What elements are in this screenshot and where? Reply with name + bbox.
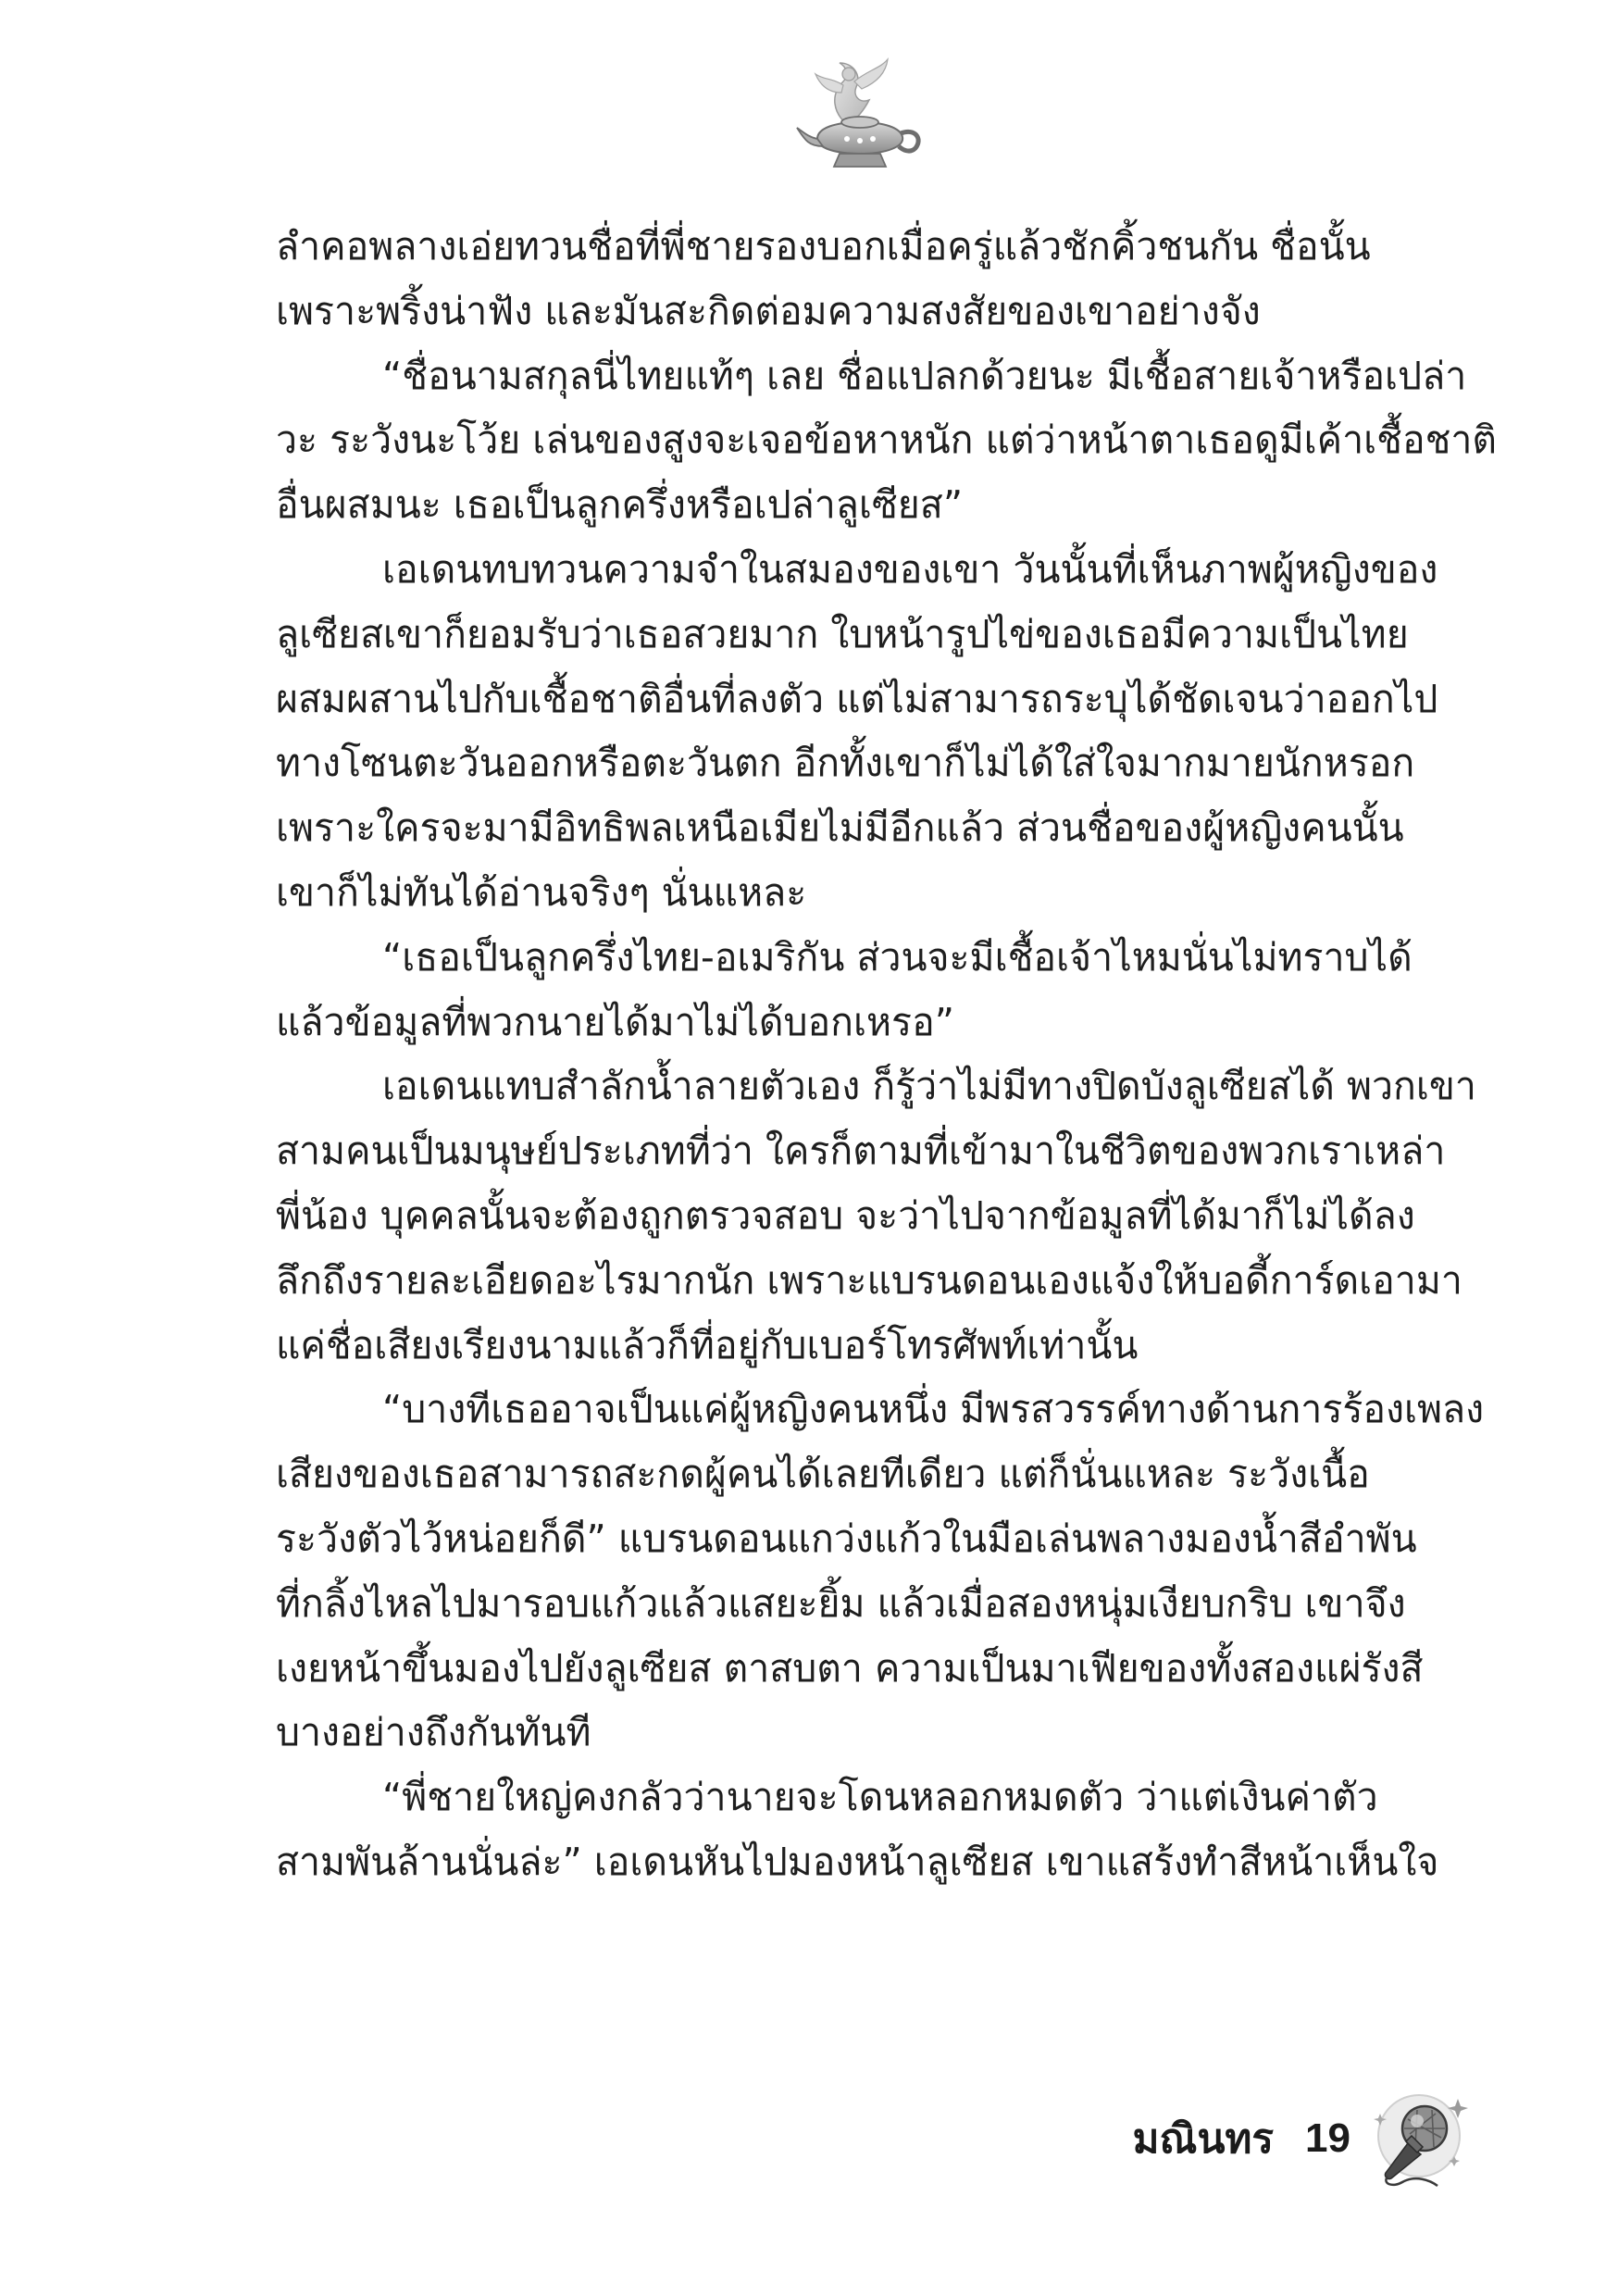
text-line: ผสมผสานไปกับเชื้อชาติอื่นที่ลงตัว แต่ไม่สามารถระบุได้ชัดเจนว่าออกไป: [276, 676, 1438, 721]
text-line: ลำคอพลางเอ่ยทวนชื่อที่พี่ชายรองบอกเมื่อครู่แล้วชักคิ้วชนกัน ชื่อนั้น: [276, 224, 1371, 268]
text-line: พี่น้อง บุคคลนั้นจะต้องถูกตรวจสอบ จะว่าไปจากข้อมูลที่ได้มาก็ไม่ได้ลง: [276, 1192, 1415, 1238]
text-line: “พี่ชายใหญ่คงกลัวว่านายจะโดนหลอกหมดตัว ว่าแต่เงินค่าตัว: [382, 1775, 1378, 1820]
author-name: มณินทร: [1132, 2115, 1275, 2163]
text-line: “เธอเป็นลูกครึ่งไทย-อเมริกัน ส่วนจะมีเชื้อเจ้าไหมนั่นไม่ทราบได้: [382, 934, 1413, 980]
text-line: เพราะใครจะมามีอิทธิพลเหนือเมียไม่มีอีกแล้ว ส่วนชื่อของผู้หญิงคนนั้น: [276, 805, 1404, 851]
text-line: ระวังตัวไว้หน่อยก็ดี” แบรนดอนแกว่งแก้วในมือเล่นพลางมองน้ำสีอำพัน: [276, 1516, 1417, 1561]
text-line: ลึกถึงรายละเอียดอะไรมากนัก เพราะแบรนดอนเองแจ้งให้บอดี้การ์ดเอามา: [276, 1257, 1462, 1303]
text-line: เสียงของเธอสามารถสะกดผู้คนได้เลยทีเดียว แต่ก็นั่นแหละ ระวังเนื้อ: [276, 1452, 1370, 1497]
page-footer: [1133, 2088, 1475, 2190]
text-line: สามพันล้านนั่นล่ะ” เอเดนหันไปมองหน้าลูเซียส เขาแสร้งทำสีหน้าเห็นใจ: [276, 1839, 1439, 1884]
text-line: อื่นผสมนะ เธอเป็นลูกครึ่งหรือเปล่าลูเซียส”: [276, 482, 964, 528]
text-line: เงยหน้าขึ้นมองไปยังลูเซียส ตาสบตา ความเป็นมาเฟียของทั้งสองแผ่รังสี: [276, 1645, 1424, 1691]
text-line: เขาก็ไม่ทันได้อ่านจริงๆ นั่นแหละ: [276, 869, 807, 915]
genie-lamp-icon: [795, 54, 925, 174]
text-line: “บางทีเธออาจเป็นแค่ผู้หญิงคนหนึ่ง มีพรสวรรค์ทางด้านการร้องเพลง: [382, 1387, 1485, 1432]
microphone-icon: [1365, 2088, 1475, 2190]
text-line: “ชื่อนามสกุลนี่ไทยแท้ๆ เลย ชื่อแปลกด้วยนะ มีเชื้อสายเจ้าหรือเปล่า: [382, 353, 1467, 398]
body-text: [276, 215, 1498, 1895]
text-line: ทางโซนตะวันออกหรือตะวันตก อีกทั้งเขาก็ไม่ได้ใส่ใจมากมายนักหรอก: [276, 741, 1415, 786]
text-line: แล้วข้อมูลที่พวกนายได้มาไม่ได้บอกเหรอ”: [276, 999, 954, 1044]
text-line: แค่ชื่อเสียงเรียงนามแล้วก็ที่อยู่กับเบอร์โทรศัพท์เท่านั้น: [276, 1322, 1139, 1367]
text-line: สามคนเป็นมนุษย์ประเภทที่ว่า ใครก็ตามที่เข้ามาในชีวิตของพวกเราเหล่า: [276, 1129, 1446, 1174]
text-line: บางอย่างถึงกันทันที: [276, 1710, 591, 1755]
text-line: เพราะพริ้งน่าฟัง และมันสะกิดต่อมความสงสัยของเขาอย่างจัง: [276, 288, 1261, 333]
text-line: เอเดนทบทวนความจำในสมองของเขา วันนั้นที่เห็นภาพผู้หญิงของ: [382, 546, 1438, 592]
text-line: วะ ระวังนะโว้ย เล่นของสูงจะเจอข้อหาหนัก แต่ว่าหน้าตาเธอดูมีเค้าเชื้อชาติ: [276, 418, 1498, 463]
text-line: ที่กลิ้งไหลไปมารอบแก้วแล้วแสยะยิ้ม แล้วเมื่อสองหนุ่มเงียบกริบ เขาจึง: [276, 1580, 1406, 1626]
text-line: เอเดนแทบสำลักน้ำลายตัวเอง ก็รู้ว่าไม่มีทางปิดบังลูเซียสได้ พวกเขา: [382, 1064, 1476, 1109]
page-number: 19: [1305, 2115, 1350, 2161]
text-line: ลูเซียสเขาก็ยอมรับว่าเธอสวยมาก ใบหน้ารูปไข่ของเธอมีความเป็นไทย: [276, 611, 1409, 656]
